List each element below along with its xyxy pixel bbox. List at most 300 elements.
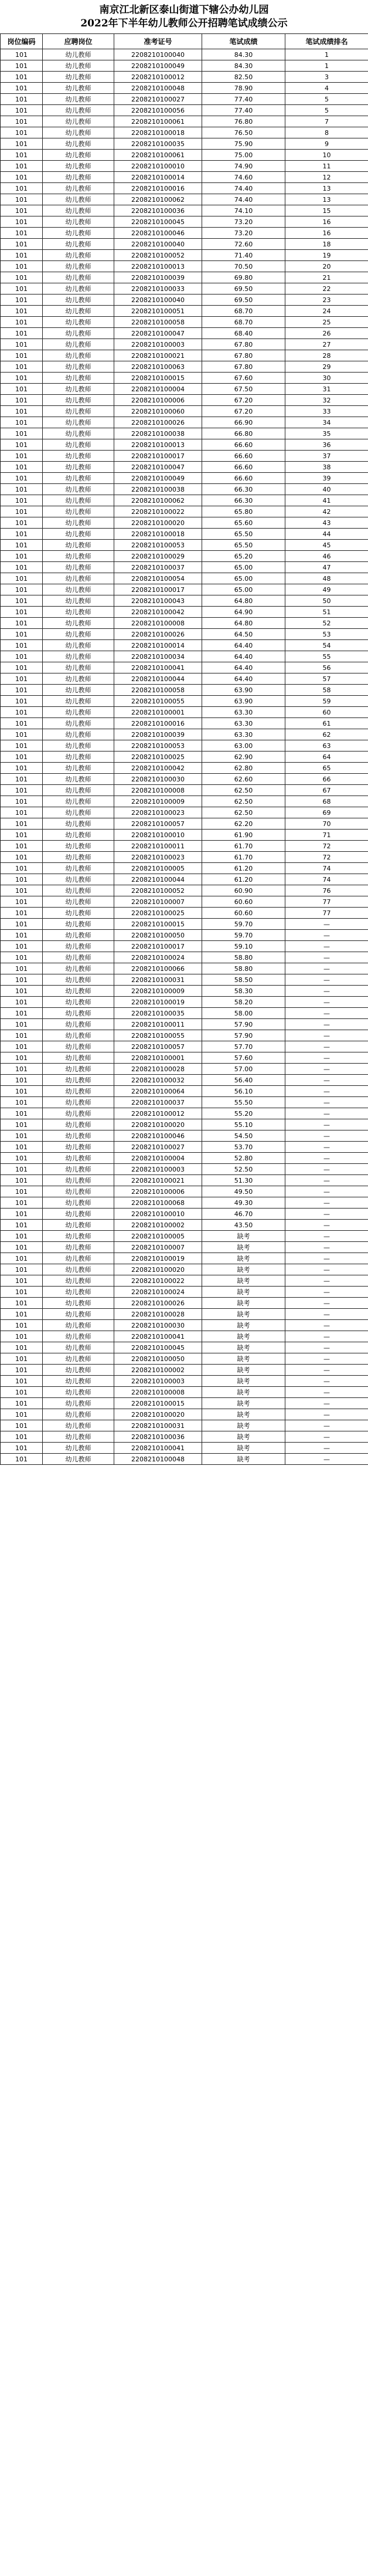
cell-position: 幼儿教师 — [43, 462, 114, 473]
cell-written-score: 64.40 — [202, 673, 285, 685]
cell-position-code: 101 — [1, 729, 43, 740]
table-row — [1, 1264, 368, 1275]
cell-score-rank: 69 — [285, 807, 368, 818]
cell-written-score: 70.50 — [202, 261, 285, 272]
cell-position-code: 101 — [1, 685, 43, 696]
table-row — [1, 752, 368, 763]
table-row — [1, 216, 368, 228]
cell-written-score: 缺考 — [202, 1264, 285, 1275]
cell-position-code: 101 — [1, 1298, 43, 1309]
cell-position: 幼儿教师 — [43, 796, 114, 807]
cell-position: 幼儿教师 — [43, 1409, 114, 1420]
cell-position: 幼儿教师 — [43, 484, 114, 495]
cell-score-rank: — — [285, 1242, 368, 1253]
cell-position-code: 101 — [1, 250, 43, 261]
cell-written-score: 74.90 — [202, 161, 285, 172]
cell-position: 幼儿教师 — [43, 239, 114, 250]
column-header-score-rank: 笔试成绩排名 — [285, 34, 368, 49]
cell-ticket-number: 2208210100010 — [114, 161, 202, 172]
table-row — [1, 1220, 368, 1231]
cell-position: 幼儿教师 — [43, 161, 114, 172]
cell-position: 幼儿教师 — [43, 417, 114, 428]
cell-position: 幼儿教师 — [43, 1443, 114, 1454]
cell-score-rank: — — [285, 1186, 368, 1197]
cell-position: 幼儿教师 — [43, 685, 114, 696]
cell-position: 幼儿教师 — [43, 172, 114, 183]
cell-score-rank: — — [285, 1097, 368, 1108]
cell-score-rank: 7 — [285, 116, 368, 127]
cell-written-score: 63.90 — [202, 685, 285, 696]
cell-score-rank: — — [285, 1309, 368, 1320]
cell-ticket-number: 2208210100007 — [114, 896, 202, 908]
table-row — [1, 1164, 368, 1175]
cell-score-rank: — — [285, 941, 368, 952]
cell-written-score: 55.10 — [202, 1119, 285, 1130]
cell-written-score: 缺考 — [202, 1365, 285, 1376]
cell-score-rank: — — [285, 1164, 368, 1175]
cell-position-code: 101 — [1, 696, 43, 707]
table-row — [1, 406, 368, 417]
cell-score-rank: 23 — [285, 295, 368, 306]
cell-ticket-number: 2208210100028 — [114, 1064, 202, 1075]
cell-written-score: 49.30 — [202, 1197, 285, 1209]
cell-position: 幼儿教师 — [43, 138, 114, 150]
cell-score-rank: 38 — [285, 462, 368, 473]
cell-written-score: 63.00 — [202, 740, 285, 752]
cell-score-rank: — — [285, 997, 368, 1008]
cell-position: 幼儿教师 — [43, 1365, 114, 1376]
cell-position-code: 101 — [1, 283, 43, 295]
table-row — [1, 874, 368, 885]
cell-ticket-number: 2208210100006 — [114, 1186, 202, 1197]
cell-score-rank: 43 — [285, 517, 368, 529]
cell-position: 幼儿教师 — [43, 740, 114, 752]
cell-written-score: 65.80 — [202, 506, 285, 517]
table-row — [1, 963, 368, 974]
cell-score-rank: 59 — [285, 696, 368, 707]
cell-position: 幼儿教师 — [43, 573, 114, 584]
cell-position: 幼儿教师 — [43, 261, 114, 272]
cell-written-score: 67.50 — [202, 384, 285, 395]
cell-written-score: 76.50 — [202, 127, 285, 138]
cell-position: 幼儿教师 — [43, 495, 114, 506]
page-subtitle: 2022年下半年幼儿教师公开招聘笔试成绩公示 — [80, 18, 288, 29]
cell-score-rank: 72 — [285, 852, 368, 863]
cell-ticket-number: 2208210100012 — [114, 72, 202, 83]
cell-position-code: 101 — [1, 662, 43, 673]
cell-ticket-number: 2208210100044 — [114, 874, 202, 885]
cell-written-score: 61.70 — [202, 852, 285, 863]
table-row — [1, 428, 368, 439]
cell-score-rank: 48 — [285, 573, 368, 584]
cell-position-code: 101 — [1, 1186, 43, 1197]
cell-ticket-number: 2208210100024 — [114, 1287, 202, 1298]
cell-written-score: 58.50 — [202, 974, 285, 986]
table-row — [1, 1108, 368, 1119]
cell-position-code: 101 — [1, 1275, 43, 1287]
cell-position: 幼儿教师 — [43, 1331, 114, 1342]
cell-score-rank: — — [285, 1287, 368, 1298]
cell-position: 幼儿教师 — [43, 94, 114, 105]
table-row — [1, 350, 368, 361]
table-row — [1, 1119, 368, 1130]
cell-written-score: 缺考 — [202, 1242, 285, 1253]
cell-written-score: 65.50 — [202, 529, 285, 540]
cell-ticket-number: 2208210100038 — [114, 428, 202, 439]
cell-position: 幼儿教师 — [43, 1209, 114, 1220]
cell-score-rank: — — [285, 1365, 368, 1376]
cell-ticket-number: 2208210100041 — [114, 1331, 202, 1342]
cell-position-code: 101 — [1, 361, 43, 373]
cell-position: 幼儿教师 — [43, 896, 114, 908]
cell-score-rank: 3 — [285, 72, 368, 83]
cell-position-code: 101 — [1, 919, 43, 930]
cell-position-code: 101 — [1, 1041, 43, 1052]
cell-written-score: 74.40 — [202, 194, 285, 205]
cell-position: 幼儿教师 — [43, 729, 114, 740]
cell-written-score: 69.50 — [202, 295, 285, 306]
cell-score-rank: — — [285, 1175, 368, 1186]
cell-position: 幼儿教师 — [43, 150, 114, 161]
cell-position-code: 101 — [1, 1320, 43, 1331]
cell-score-rank: — — [285, 1398, 368, 1409]
cell-ticket-number: 2208210100021 — [114, 350, 202, 361]
cell-ticket-number: 2208210100035 — [114, 1008, 202, 1019]
cell-ticket-number: 2208210100016 — [114, 718, 202, 729]
cell-score-rank: 52 — [285, 618, 368, 629]
cell-ticket-number: 2208210100058 — [114, 317, 202, 328]
cell-ticket-number: 2208210100046 — [114, 228, 202, 239]
cell-position-code: 101 — [1, 1253, 43, 1264]
cell-position: 幼儿教师 — [43, 1342, 114, 1353]
table-row — [1, 1197, 368, 1209]
cell-ticket-number: 2208210100048 — [114, 83, 202, 94]
cell-position-code: 101 — [1, 752, 43, 763]
cell-position: 幼儿教师 — [43, 1164, 114, 1175]
cell-ticket-number: 2208210100026 — [114, 417, 202, 428]
cell-ticket-number: 2208210100062 — [114, 194, 202, 205]
cell-position-code: 101 — [1, 930, 43, 941]
cell-position-code: 101 — [1, 640, 43, 651]
table-row — [1, 573, 368, 584]
cell-ticket-number: 2208210100011 — [114, 841, 202, 852]
table-row — [1, 127, 368, 138]
cell-position-code: 101 — [1, 941, 43, 952]
cell-ticket-number: 2208210100028 — [114, 1309, 202, 1320]
table-row — [1, 740, 368, 752]
cell-position: 幼儿教师 — [43, 1064, 114, 1075]
cell-score-rank: 39 — [285, 473, 368, 484]
cell-position-code: 101 — [1, 651, 43, 662]
cell-position: 幼儿教师 — [43, 662, 114, 673]
cell-position: 幼儿教师 — [43, 1142, 114, 1153]
cell-written-score: 62.90 — [202, 752, 285, 763]
cell-position-code: 101 — [1, 1331, 43, 1342]
cell-written-score: 缺考 — [202, 1298, 285, 1309]
cell-score-rank: 11 — [285, 161, 368, 172]
table-row — [1, 941, 368, 952]
cell-score-rank: 32 — [285, 395, 368, 406]
cell-score-rank: 77 — [285, 908, 368, 919]
cell-position: 幼儿教师 — [43, 1376, 114, 1387]
cell-score-rank: — — [285, 919, 368, 930]
cell-score-rank: — — [285, 1052, 368, 1064]
table-row — [1, 261, 368, 272]
cell-position: 幼儿教师 — [43, 584, 114, 595]
cell-ticket-number: 2208210100002 — [114, 1220, 202, 1231]
cell-position-code: 101 — [1, 529, 43, 540]
cell-score-rank: 35 — [285, 428, 368, 439]
cell-position-code: 101 — [1, 1064, 43, 1075]
cell-ticket-number: 2208210100042 — [114, 763, 202, 774]
table-row — [1, 1353, 368, 1365]
cell-ticket-number: 2208210100022 — [114, 506, 202, 517]
table-row — [1, 1130, 368, 1142]
table-row — [1, 1186, 368, 1197]
table-row — [1, 930, 368, 941]
cell-written-score: 57.60 — [202, 1052, 285, 1064]
cell-ticket-number: 2208210100051 — [114, 306, 202, 317]
cell-position: 幼儿教师 — [43, 1019, 114, 1030]
table-row — [1, 618, 368, 629]
table-row — [1, 830, 368, 841]
table-row — [1, 172, 368, 183]
cell-score-rank: 51 — [285, 607, 368, 618]
table-row — [1, 540, 368, 551]
cell-position: 幼儿教师 — [43, 216, 114, 228]
cell-ticket-number: 2208210100037 — [114, 562, 202, 573]
cell-score-rank: — — [285, 1064, 368, 1075]
cell-position-code: 101 — [1, 1164, 43, 1175]
cell-score-rank: — — [285, 930, 368, 941]
cell-written-score: 缺考 — [202, 1253, 285, 1264]
cell-position-code: 101 — [1, 72, 43, 83]
cell-score-rank: 40 — [285, 484, 368, 495]
cell-score-rank: 56 — [285, 662, 368, 673]
table-row — [1, 1242, 368, 1253]
cell-written-score: 64.40 — [202, 640, 285, 651]
cell-score-rank: 16 — [285, 216, 368, 228]
table-row — [1, 1331, 368, 1342]
table-row — [1, 952, 368, 963]
cell-score-rank: 58 — [285, 685, 368, 696]
cell-written-score: 缺考 — [202, 1231, 285, 1242]
cell-position-code: 101 — [1, 863, 43, 874]
cell-position-code: 101 — [1, 1242, 43, 1253]
cell-position-code: 101 — [1, 707, 43, 718]
cell-score-rank: — — [285, 974, 368, 986]
cell-ticket-number: 2208210100003 — [114, 1376, 202, 1387]
cell-position: 幼儿教师 — [43, 1052, 114, 1064]
cell-ticket-number: 2208210100023 — [114, 807, 202, 818]
cell-position: 幼儿教师 — [43, 830, 114, 841]
cell-score-rank: — — [285, 1119, 368, 1130]
cell-score-rank: — — [285, 1108, 368, 1119]
cell-score-rank: 31 — [285, 384, 368, 395]
cell-position: 幼儿教师 — [43, 974, 114, 986]
cell-ticket-number: 2208210100017 — [114, 584, 202, 595]
table-row — [1, 150, 368, 161]
cell-position-code: 101 — [1, 1142, 43, 1153]
cell-position: 幼儿教师 — [43, 127, 114, 138]
cell-ticket-number: 2208210100040 — [114, 295, 202, 306]
cell-ticket-number: 2208210100030 — [114, 774, 202, 785]
cell-ticket-number: 2208210100040 — [114, 49, 202, 60]
cell-score-rank: — — [285, 1387, 368, 1398]
cell-ticket-number: 2208210100001 — [114, 1052, 202, 1064]
cell-position: 幼儿教师 — [43, 540, 114, 551]
cell-written-score: 64.40 — [202, 662, 285, 673]
cell-written-score: 84.30 — [202, 60, 285, 72]
cell-score-rank: — — [285, 1019, 368, 1030]
cell-score-rank: — — [285, 963, 368, 974]
cell-written-score: 63.30 — [202, 707, 285, 718]
cell-written-score: 66.30 — [202, 484, 285, 495]
cell-position-code: 101 — [1, 1443, 43, 1454]
cell-position-code: 101 — [1, 350, 43, 361]
cell-ticket-number: 2208210100013 — [114, 261, 202, 272]
table-row — [1, 651, 368, 662]
cell-position: 幼儿教师 — [43, 1320, 114, 1331]
cell-position: 幼儿教师 — [43, 562, 114, 573]
cell-score-rank: 62 — [285, 729, 368, 740]
cell-position: 幼儿教师 — [43, 807, 114, 818]
cell-position-code: 101 — [1, 1365, 43, 1376]
cell-ticket-number: 2208210100020 — [114, 1409, 202, 1420]
cell-ticket-number: 2208210100031 — [114, 1420, 202, 1431]
cell-written-score: 77.40 — [202, 94, 285, 105]
cell-position: 幼儿教师 — [43, 339, 114, 350]
cell-score-rank: 30 — [285, 373, 368, 384]
cell-score-rank: 61 — [285, 718, 368, 729]
table-row — [1, 1209, 368, 1220]
cell-score-rank: 44 — [285, 529, 368, 540]
cell-score-rank: — — [285, 952, 368, 963]
cell-position: 幼儿教师 — [43, 874, 114, 885]
table-row — [1, 852, 368, 863]
cell-score-rank: 34 — [285, 417, 368, 428]
cell-ticket-number: 2208210100003 — [114, 1164, 202, 1175]
cell-written-score: 61.90 — [202, 830, 285, 841]
cell-ticket-number: 2208210100022 — [114, 1275, 202, 1287]
cell-score-rank: 25 — [285, 317, 368, 328]
cell-position-code: 101 — [1, 818, 43, 830]
table-row — [1, 506, 368, 517]
table-row — [1, 1030, 368, 1041]
cell-position-code: 101 — [1, 874, 43, 885]
cell-position-code: 101 — [1, 908, 43, 919]
cell-position: 幼儿教师 — [43, 997, 114, 1008]
cell-ticket-number: 2208210100033 — [114, 283, 202, 295]
cell-ticket-number: 2208210100012 — [114, 1108, 202, 1119]
cell-score-rank: — — [285, 1376, 368, 1387]
cell-position: 幼儿教师 — [43, 1420, 114, 1431]
cell-ticket-number: 2208210100061 — [114, 150, 202, 161]
cell-ticket-number: 2208210100068 — [114, 1197, 202, 1209]
table-row — [1, 763, 368, 774]
cell-score-rank: 9 — [285, 138, 368, 150]
cell-position: 幼儿教师 — [43, 774, 114, 785]
cell-score-rank: 49 — [285, 584, 368, 595]
table-row — [1, 1008, 368, 1019]
cell-score-rank: — — [285, 1331, 368, 1342]
cell-position-code: 101 — [1, 1153, 43, 1164]
cell-score-rank: 10 — [285, 150, 368, 161]
cell-score-rank: 54 — [285, 640, 368, 651]
cell-position: 幼儿教师 — [43, 607, 114, 618]
cell-written-score: 71.40 — [202, 250, 285, 261]
cell-position: 幼儿教师 — [43, 1220, 114, 1231]
cell-position: 幼儿教师 — [43, 941, 114, 952]
cell-score-rank: — — [285, 1231, 368, 1242]
cell-position-code: 101 — [1, 1108, 43, 1119]
cell-position: 幼儿教师 — [43, 250, 114, 261]
cell-ticket-number: 2208210100049 — [114, 60, 202, 72]
cell-written-score: 57.90 — [202, 1019, 285, 1030]
cell-position-code: 101 — [1, 1231, 43, 1242]
cell-position: 幼儿教师 — [43, 752, 114, 763]
cell-position: 幼儿教师 — [43, 919, 114, 930]
cell-written-score: 73.20 — [202, 216, 285, 228]
cell-position: 幼儿教师 — [43, 350, 114, 361]
cell-score-rank: — — [285, 986, 368, 997]
cell-position: 幼儿教师 — [43, 1175, 114, 1186]
cell-position-code: 101 — [1, 1220, 43, 1231]
cell-position-code: 101 — [1, 172, 43, 183]
cell-written-score: 57.70 — [202, 1041, 285, 1052]
cell-ticket-number: 2208210100026 — [114, 1298, 202, 1309]
cell-written-score: 63.30 — [202, 718, 285, 729]
table-row — [1, 1376, 368, 1387]
cell-score-rank: 1 — [285, 49, 368, 60]
table-row — [1, 439, 368, 451]
cell-position: 幼儿教师 — [43, 1287, 114, 1298]
cell-written-score: 缺考 — [202, 1409, 285, 1420]
table-row — [1, 885, 368, 896]
cell-ticket-number: 2208210100009 — [114, 796, 202, 807]
cell-score-rank: — — [285, 1008, 368, 1019]
cell-position-code: 101 — [1, 1398, 43, 1409]
cell-written-score: 52.50 — [202, 1164, 285, 1175]
table-row — [1, 361, 368, 373]
cell-score-rank: 12 — [285, 172, 368, 183]
cell-position: 幼儿教师 — [43, 718, 114, 729]
cell-written-score: 缺考 — [202, 1431, 285, 1443]
cell-ticket-number: 2208210100046 — [114, 1130, 202, 1142]
cell-score-rank: 16 — [285, 228, 368, 239]
table-row — [1, 919, 368, 930]
cell-score-rank: 29 — [285, 361, 368, 373]
cell-position-code: 101 — [1, 1019, 43, 1030]
cell-written-score: 75.00 — [202, 150, 285, 161]
cell-score-rank: — — [285, 1153, 368, 1164]
cell-ticket-number: 2208210100063 — [114, 361, 202, 373]
table-row — [1, 1231, 368, 1242]
cell-position-code: 101 — [1, 216, 43, 228]
cell-ticket-number: 2208210100062 — [114, 495, 202, 506]
cell-ticket-number: 2208210100056 — [114, 105, 202, 116]
table-row — [1, 1052, 368, 1064]
cell-written-score: 53.70 — [202, 1142, 285, 1153]
table-row — [1, 1041, 368, 1052]
cell-ticket-number: 2208210100019 — [114, 997, 202, 1008]
cell-position-code: 101 — [1, 1209, 43, 1220]
cell-ticket-number: 2208210100054 — [114, 573, 202, 584]
table-row — [1, 607, 368, 618]
cell-position: 幼儿教师 — [43, 885, 114, 896]
cell-position-code: 101 — [1, 60, 43, 72]
cell-position-code: 101 — [1, 339, 43, 350]
